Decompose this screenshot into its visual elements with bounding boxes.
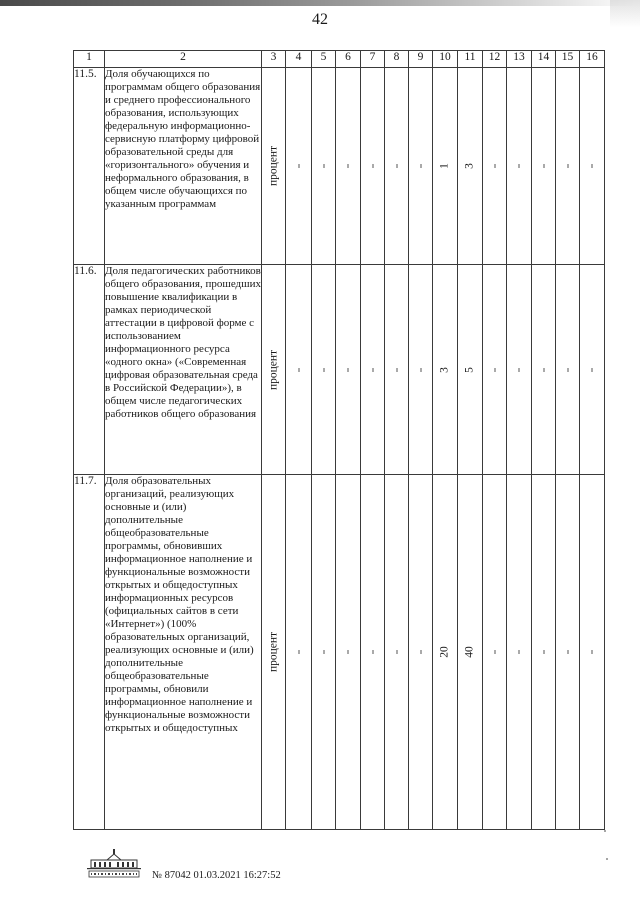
value-cell — [286, 68, 312, 265]
value-cell — [483, 265, 507, 475]
value-text: 20 — [438, 646, 451, 658]
empty-value-mark — [592, 164, 593, 168]
value-text: 3 — [438, 366, 451, 373]
unit-label: процент — [267, 145, 279, 187]
row-number: 11.6. — [74, 265, 105, 475]
indicator-description: Доля педагогических работников общего образования, прошедших повышение квалификации в рамках периодической аттестации в цифровой форме с использованием информационного ресурса «одного окна» («Современная цифровая образовательная среда в Российской Федерации»), в общем числе педагогических работников общего образования — [105, 265, 262, 475]
value-cell — [361, 475, 385, 830]
value-cell — [286, 475, 312, 830]
value-cell — [433, 265, 458, 475]
value-cell — [409, 475, 433, 830]
value-cell — [286, 265, 312, 475]
value-cell — [361, 265, 385, 475]
value-cell — [556, 68, 580, 265]
value-cell — [580, 475, 605, 830]
empty-value-mark — [519, 164, 520, 168]
value-cell — [312, 68, 336, 265]
empty-value-mark — [519, 368, 520, 372]
value-cell — [483, 68, 507, 265]
empty-value-mark — [372, 650, 373, 654]
empty-value-mark — [348, 650, 349, 654]
column-header-13: 13 — [507, 51, 532, 68]
building-stamp-icon — [85, 846, 143, 879]
value-text: 5 — [463, 366, 476, 373]
indicator-description: Доля образовательных организаций, реализующих основные и (или) дополнительные общеобразовательные программы, обновивших информационное наполнение и функциональные возможности открытых и общедоступных информационных ресурсов (официальных сайтов в сети «Интернет») (100% образовательных организаций, реализующих основные и (или) дополнительные общеобразовательные программы, обновили информационное наполнение и функциональные возможности открытых и общедоступных — [105, 475, 262, 830]
empty-value-mark — [543, 650, 544, 654]
scan-speck — [606, 858, 608, 860]
value-cell — [409, 68, 433, 265]
empty-value-mark — [567, 368, 568, 372]
row-number: 11.7. — [74, 475, 105, 830]
value-cell — [532, 68, 556, 265]
value-cell — [385, 475, 409, 830]
value-cell — [385, 68, 409, 265]
empty-value-mark — [396, 368, 397, 372]
value-cell — [433, 68, 458, 265]
empty-value-mark — [494, 368, 495, 372]
unit-cell — [262, 68, 286, 265]
empty-value-mark — [494, 650, 495, 654]
empty-value-mark — [323, 368, 324, 372]
table-header-row — [74, 51, 605, 68]
value-cell — [507, 68, 532, 265]
column-header-1: 1 — [74, 51, 105, 68]
value-cell — [532, 475, 556, 830]
empty-value-mark — [298, 650, 299, 654]
empty-value-mark — [592, 368, 593, 372]
table-row — [74, 475, 605, 830]
empty-value-mark — [420, 650, 421, 654]
column-header-9: 9 — [409, 51, 433, 68]
value-cell — [336, 68, 361, 265]
empty-value-mark — [396, 164, 397, 168]
value-text: 1 — [438, 163, 451, 169]
column-header-2: 2 — [105, 51, 262, 68]
column-header-8: 8 — [385, 51, 409, 68]
indicator-table — [73, 50, 605, 830]
value-cell — [433, 475, 458, 830]
unit-label: процент — [267, 631, 279, 673]
empty-value-mark — [420, 368, 421, 372]
empty-value-mark — [567, 650, 568, 654]
row-number: 11.5. — [74, 68, 105, 265]
column-header-10: 10 — [433, 51, 458, 68]
value-cell — [532, 265, 556, 475]
value-cell — [385, 265, 409, 475]
value-cell — [458, 475, 483, 830]
empty-value-mark — [543, 368, 544, 372]
empty-value-mark — [372, 368, 373, 372]
value-text: 40 — [463, 646, 476, 658]
column-header-7: 7 — [361, 51, 385, 68]
table-row — [74, 68, 605, 265]
column-header-15: 15 — [556, 51, 580, 68]
value-text: 3 — [463, 163, 476, 169]
scan-speck — [604, 830, 606, 832]
unit-label: процент — [267, 349, 279, 390]
value-cell — [458, 68, 483, 265]
column-header-14: 14 — [532, 51, 556, 68]
empty-value-mark — [372, 164, 373, 168]
page-number: 42 — [312, 11, 328, 28]
column-header-4: 4 — [286, 51, 312, 68]
value-cell — [336, 265, 361, 475]
column-header-6: 6 — [336, 51, 361, 68]
empty-value-mark — [323, 650, 324, 654]
empty-value-mark — [298, 368, 299, 372]
empty-value-mark — [494, 164, 495, 168]
value-cell — [361, 68, 385, 265]
unit-cell — [262, 265, 286, 475]
registration-stamp: № 87042 01.03.2021 16:27:52 — [152, 870, 281, 881]
value-cell — [556, 265, 580, 475]
empty-value-mark — [420, 164, 421, 168]
column-header-16: 16 — [580, 51, 605, 68]
empty-value-mark — [543, 164, 544, 168]
value-cell — [312, 265, 336, 475]
empty-value-mark — [323, 164, 324, 168]
scan-edge — [0, 0, 640, 6]
value-cell — [580, 265, 605, 475]
column-header-11: 11 — [458, 51, 483, 68]
unit-cell — [262, 475, 286, 830]
value-cell — [507, 265, 532, 475]
empty-value-mark — [348, 368, 349, 372]
empty-value-mark — [298, 164, 299, 168]
empty-value-mark — [567, 164, 568, 168]
value-cell — [556, 475, 580, 830]
empty-value-mark — [519, 650, 520, 654]
value-cell — [409, 265, 433, 475]
empty-value-mark — [348, 164, 349, 168]
column-header-12: 12 — [483, 51, 507, 68]
value-cell — [336, 475, 361, 830]
empty-value-mark — [396, 650, 397, 654]
column-header-5: 5 — [312, 51, 336, 68]
value-cell — [458, 265, 483, 475]
column-header-3: 3 — [262, 51, 286, 68]
indicator-description: Доля обучающихся по программам общего образования и среднего профессионального образования, использующих федеральную информационно-сервисную платформу цифровой образовательной среды для «горизонтального» обучения и неформального образования, в общем числе обучающихся по указанным программам — [105, 68, 262, 265]
value-cell — [312, 475, 336, 830]
table-row — [74, 265, 605, 475]
value-cell — [507, 475, 532, 830]
value-cell — [483, 475, 507, 830]
value-cell — [580, 68, 605, 265]
empty-value-mark — [592, 650, 593, 654]
